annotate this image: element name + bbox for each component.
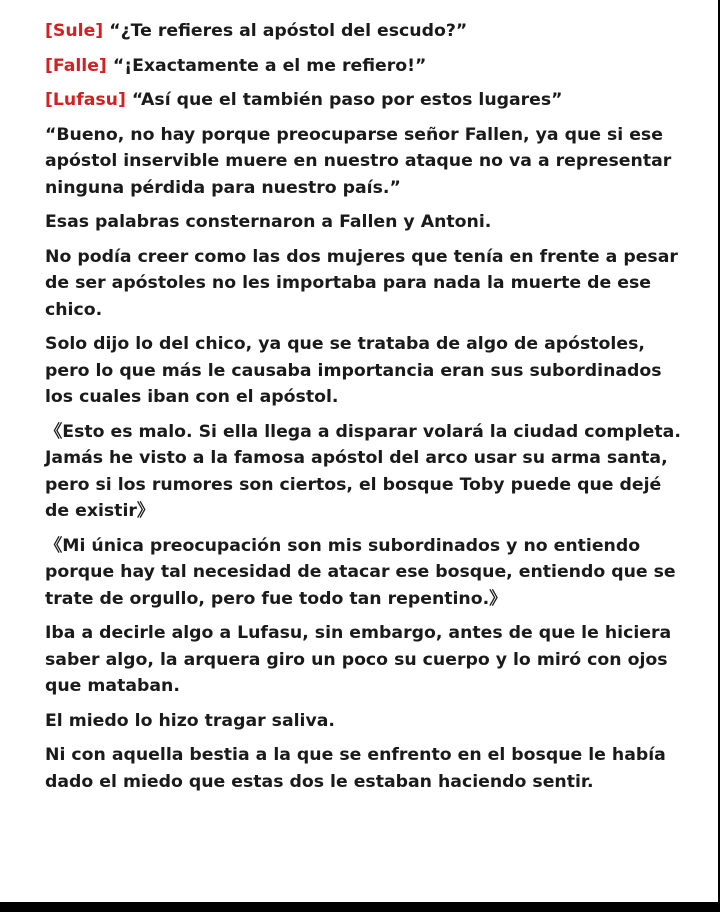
thought-paragraph: 《Esto es malo. Si ella llega a disparar volará la ciudad completa. Jamás he visto a la famosa apóstol del arco usar su arma santa, pero si los rumores son ciertos, el bosque Toby puede que dejé de existir》 xyxy=(45,421,681,521)
dialogue-line-falle xyxy=(45,53,684,80)
dialogue-line-sule xyxy=(45,18,684,45)
paragraph: No podía creer como las dos mujeres que tenía en frente a pesar de ser apóstoles no les importaba para nada la muerte de ese chico. xyxy=(45,246,678,320)
paragraph: Iba a decirle algo a Lufasu, sin embargo, antes de que le hiciera saber algo, la arquera giro un poco su cuerpo y lo miró con ojos que mataban. xyxy=(45,623,672,696)
thought-paragraph: 《Mi única preocupación son mis subordinados y no entiendo porque hay tal necesidad de atacar ese bosque, entiendo que se trate de orgullo, pero fue todo tan repentino.》 xyxy=(45,535,676,609)
dialogue-text: “Así que el también paso por estos lugares” xyxy=(125,90,563,110)
paragraph: Solo dijo lo del chico, ya que se trataba de algo de apóstoles, pero lo que más le causaba importancia eran sus subordinados los cuales iban con el apóstol. xyxy=(45,334,662,407)
paragraph: Esas palabras consternaron a Fallen y Antoni. xyxy=(45,212,492,232)
speaker-tag: [Falle] xyxy=(45,55,107,76)
paragraph: El miedo lo hizo tragar saliva. xyxy=(45,710,335,731)
dialogue-text: “¡Exactamente a el me refiero!” xyxy=(106,55,427,76)
speaker-tag: [Lufasu] xyxy=(45,90,126,110)
dialogue-text: “¿Te refieres al apóstol del escudo?” xyxy=(103,21,468,41)
paragraph: “Bueno, no hay porque preocuparse señor Fallen, ya que si ese apóstol inservible muere en nuestro ataque no va a representar ninguna pérdida para nuestro país.” xyxy=(45,124,672,198)
dialogue-line-lufasu xyxy=(45,87,684,114)
paragraph: Ni con aquella bestia a la que se enfrento en el bosque le había dado el miedo que estas dos le estaban haciendo sentir. xyxy=(45,745,666,792)
speaker-tag: [Sule] xyxy=(45,21,104,41)
